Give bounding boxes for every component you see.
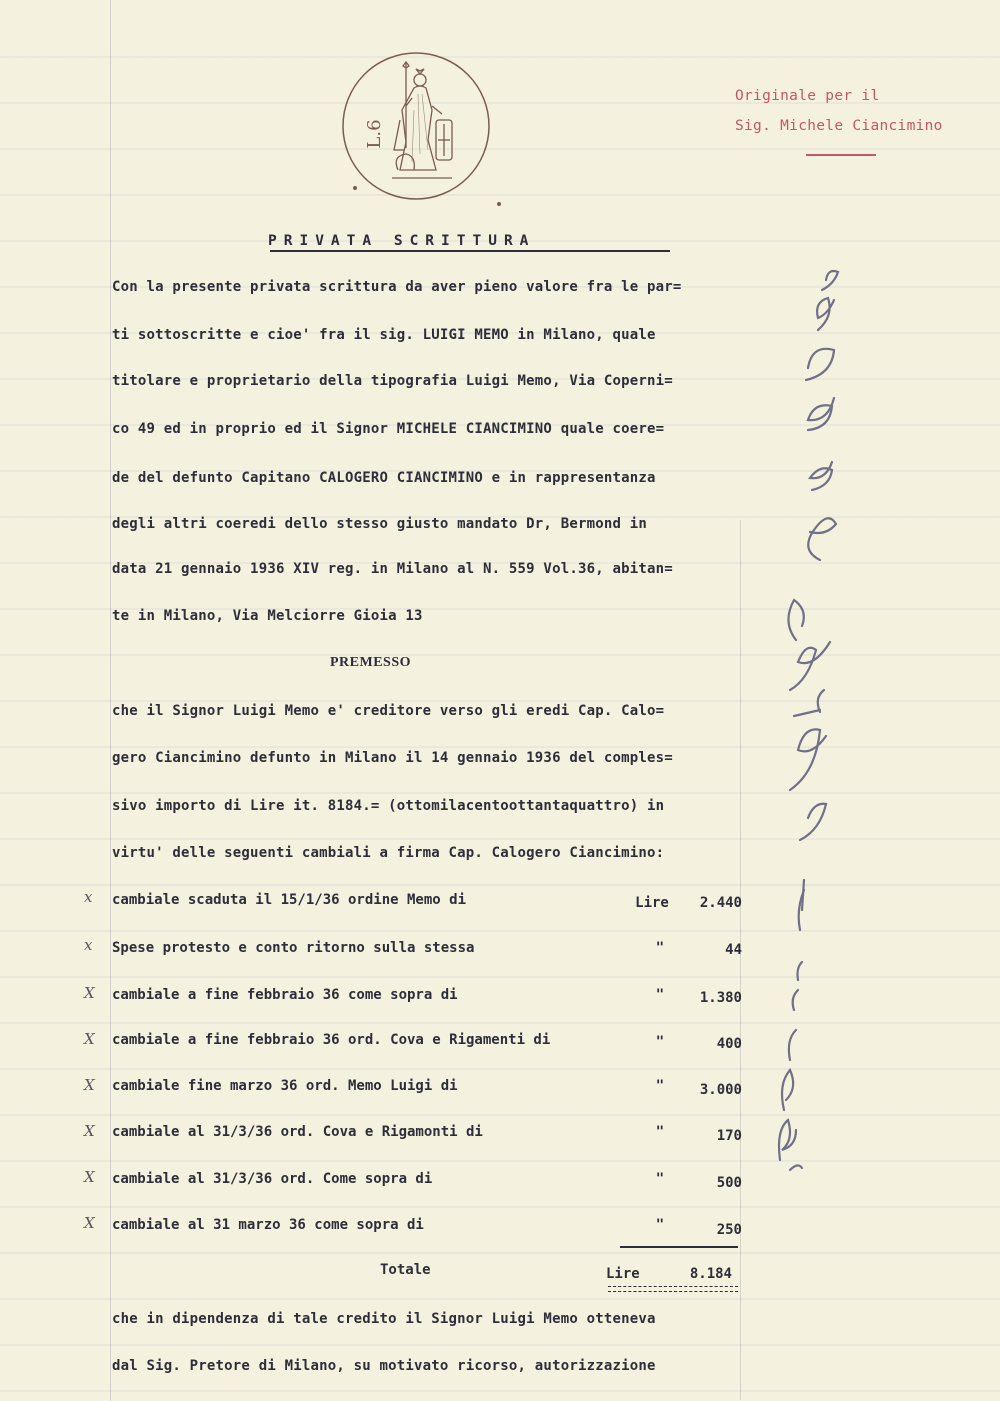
bill-currency: Lire (635, 895, 669, 911)
total-rule (620, 1246, 738, 1248)
check-mark-icon: x (84, 888, 93, 906)
original-copy-note: Originale per il (735, 88, 880, 104)
check-mark-icon: X (84, 1030, 95, 1048)
paragraph-line: data 21 gennaio 1936 XIV reg. in Milano al N. 559 Vol.36, abitan= (112, 561, 673, 577)
bill-amount: 170 (716, 1128, 742, 1144)
original-copy-recipient: Sig. Michele Ciancimino (735, 118, 943, 134)
check-mark-icon: x (84, 936, 93, 954)
total-double-rule (608, 1286, 738, 1292)
total-currency: Lire (606, 1266, 640, 1282)
bill-amount: 400 (716, 1036, 742, 1052)
red-underline (806, 154, 876, 156)
bill-currency: " (655, 1171, 665, 1187)
stamp-perforation-dot (353, 186, 357, 190)
bill-currency: " (655, 1034, 665, 1050)
bill-description: cambiale scaduta il 15/1/36 ordine Memo di (112, 892, 467, 908)
document-title: PRIVATA SCRITTURA (268, 233, 536, 249)
bill-currency: " (655, 1124, 665, 1140)
bill-description: cambiale a fine febbraio 36 come sopra di (112, 987, 458, 1003)
bill-description: cambiale a fine febbraio 36 ord. Cova e Rigamenti di (112, 1032, 551, 1048)
check-mark-icon: X (84, 984, 95, 1002)
paragraph-line: dal Sig. Pretore di Milano, su motivato ricorso, autorizzazione (112, 1358, 656, 1374)
bill-amount: 2.440 (699, 895, 742, 911)
paragraph-line: co 49 ed in proprio ed il Signor MICHELE CIANCIMINO quale coere= (112, 421, 665, 437)
paragraph-line: gero Ciancimino defunto in Milano il 14 gennaio 1936 del comples= (112, 750, 673, 766)
paragraph-line: degli altri coeredi dello stesso giusto mandato Dr, Bermond in (112, 516, 647, 532)
paragraph-line: ti sottoscritte e cioe' fra il sig. LUIGI MEMO in Milano, quale (112, 327, 656, 343)
seal-denomination: L.6 (364, 119, 385, 149)
margin-rule (110, 0, 111, 1401)
check-mark-icon: X (84, 1214, 95, 1232)
bill-amount: 3.000 (699, 1082, 742, 1098)
bill-amount: 250 (716, 1222, 742, 1238)
right-margin-rule (740, 520, 741, 1400)
bill-description: Spese protesto e conto ritorno sulla stessa (112, 940, 475, 956)
bill-currency: " (655, 987, 665, 1003)
bill-description: cambiale al 31 marzo 36 come sopra di (112, 1217, 424, 1233)
paragraph-line: virtu' delle seguenti cambiali a firma Cap. Calogero Ciancimino: (112, 845, 665, 861)
paragraph-line: te in Milano, Via Melciorre Gioia 13 (112, 608, 423, 624)
check-mark-icon: X (84, 1076, 95, 1094)
total-label: Totale (380, 1262, 431, 1278)
paragraph-line: titolare e proprietario della tipografia Luigi Memo, Via Coperni= (112, 373, 673, 389)
bill-description: cambiale fine marzo 36 ord. Memo Luigi di (112, 1078, 458, 1094)
bill-currency: " (655, 1078, 665, 1094)
check-mark-icon: X (84, 1168, 95, 1186)
check-mark-icon: X (84, 1122, 95, 1140)
paragraph-line: de del defunto Capitano CALOGERO CIANCIMINO e in rappresentanza (112, 470, 656, 486)
bill-description: cambiale al 31/3/36 ord. Come sopra di (112, 1171, 433, 1187)
stamp-perforation-dot (497, 202, 501, 206)
bill-currency: " (655, 940, 665, 956)
bill-description: cambiale al 31/3/36 ord. Cova e Rigamonti di (112, 1124, 483, 1140)
paragraph-line: che il Signor Luigi Memo e' creditore verso gli eredi Cap. Calo= (112, 703, 665, 719)
paragraph-line: sivo importo di Lire it. 8184.= (ottomilacentoottantaquattro) in (112, 798, 665, 814)
paragraph-line: Con la presente privata scrittura da aver pieno valore fra le par= (112, 279, 682, 295)
bill-currency: " (655, 1217, 665, 1233)
total-amount: 8.184 (689, 1266, 732, 1282)
section-heading-premesso: PREMESSO (330, 655, 412, 670)
bill-amount: 1.380 (699, 990, 742, 1006)
bill-amount: 500 (716, 1175, 742, 1191)
bill-amount: 44 (725, 942, 742, 958)
paragraph-line: che in dipendenza di tale credito il Signor Luigi Memo otteneva (112, 1311, 656, 1327)
title-underline (270, 250, 670, 252)
revenue-stamp-seal (340, 50, 492, 202)
